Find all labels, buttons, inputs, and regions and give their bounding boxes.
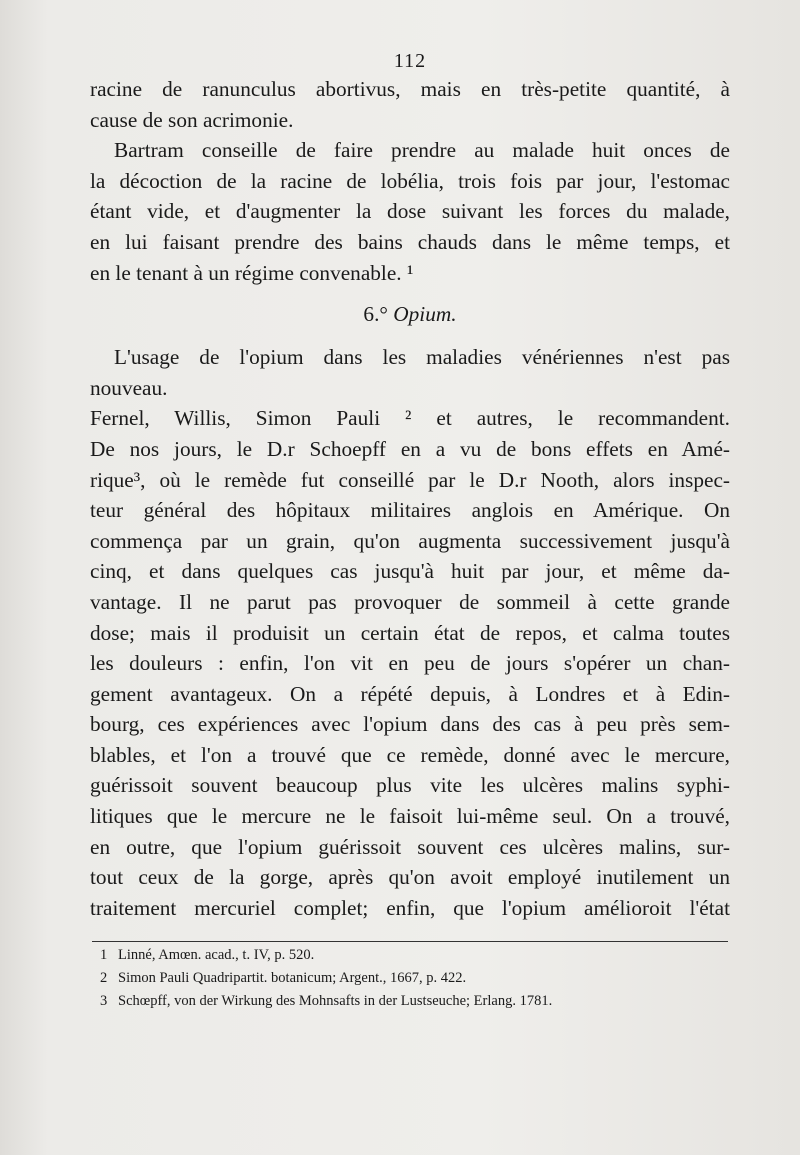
text-line: L'usage de l'opium dans les maladies vénériennes n'est pas — [114, 345, 730, 370]
text-line: litiques que le mercure ne le faisoit lui-même seul. On a trouvé, — [90, 804, 730, 829]
footnotes — [100, 944, 730, 1013]
text-line: Fernel, Willis, Simon Pauli ² et autres, le recommandent. — [90, 406, 730, 431]
footnote-mark: 1 — [100, 947, 108, 963]
footnote-mark: 2 — [100, 970, 108, 986]
text-line: De nos jours, le D.r Schoepff en a vu de bons effets en Amé- — [90, 436, 730, 461]
text-line: en le tenant à un régime convenable. ¹ — [90, 260, 414, 285]
text-line: gement avantageux. On a répété depuis, à Londres et à Edin- — [90, 681, 730, 706]
text-line: tout ceux de la gorge, après qu'on avoit employé inutilement un — [90, 865, 730, 890]
footnote — [100, 944, 730, 967]
text-line: nouveau. — [90, 375, 168, 400]
paragraph-2 — [90, 135, 730, 288]
footnote — [100, 990, 730, 1013]
text-line: racine de ranunculus abortivus, mais en très-petite quantité, à — [90, 77, 730, 101]
text-line: blables, et l'on a trouvé que ce remède, donné avec le mercure, — [90, 742, 730, 767]
text-line: dose; mais il produisit un certain état de repos, et calma toutes — [90, 620, 730, 645]
text-line: cause de son acrimonie. — [90, 107, 294, 132]
text-line: teur général des hôpitaux militaires anglois en Amérique. On — [90, 498, 730, 523]
footnote-rule — [92, 941, 728, 942]
text-line: en outre, que l'opium guérissoit souvent ces ulcères malins, sur- — [90, 834, 730, 859]
paragraph-3 — [90, 342, 730, 403]
body-text — [90, 74, 730, 923]
text-line: les douleurs : enfin, l'on vit en peu de jours s'opérer un chan- — [90, 651, 730, 676]
footnote — [100, 967, 730, 990]
footnote-text: Schœpff, von der Wirkung des Mohnsafts in der Lustseuche; Erlang. 1781. — [118, 993, 553, 1009]
paragraph-1 — [90, 74, 730, 135]
text-line: rique³, où le remède fut conseillé par le D.r Nooth, alors inspec- — [90, 467, 730, 492]
paragraph-4 — [90, 403, 730, 923]
section-number: 6.° — [363, 302, 388, 327]
text-line: cinq, et dans quelques cas jusqu'à huit par jour, et même da- — [90, 559, 730, 584]
section-heading — [90, 292, 730, 336]
text-line: Bartram conseille de faire prendre au malade huit onces de — [114, 138, 730, 163]
text-line: vantage. Il ne parut pas provoquer de sommeil à cette grande — [90, 589, 730, 614]
section-title: Opium. — [393, 302, 457, 327]
text-line: traitement mercuriel complet; enfin, que l'opium amélioroit l'état — [90, 895, 730, 920]
page-number: 112 — [393, 50, 427, 72]
text-line: en lui faisant prendre des bains chauds dans le même temps, et — [90, 229, 730, 254]
text-line: étant vide, et d'augmenter la dose suivant les forces du malade, — [90, 199, 730, 224]
text-line: guérissoit souvent beaucoup plus vite les ulcères malins syphi- — [90, 773, 730, 798]
footnote-text: Linné, Amœn. acad., t. IV, p. 520. — [118, 947, 315, 963]
footnote-text: Simon Pauli Quadripartit. botanicum; Argent., 1667, p. 422. — [118, 970, 467, 986]
text-line: commença par un grain, qu'on augmenta successivement jusqu'à — [90, 528, 730, 553]
text-line: bourg, ces expériences avec l'opium dans des cas à peu près sem- — [90, 712, 730, 737]
footnote-mark: 3 — [100, 993, 108, 1009]
text-line: la décoction de la racine de lobélia, trois fois par jour, l'estomac — [90, 168, 730, 193]
